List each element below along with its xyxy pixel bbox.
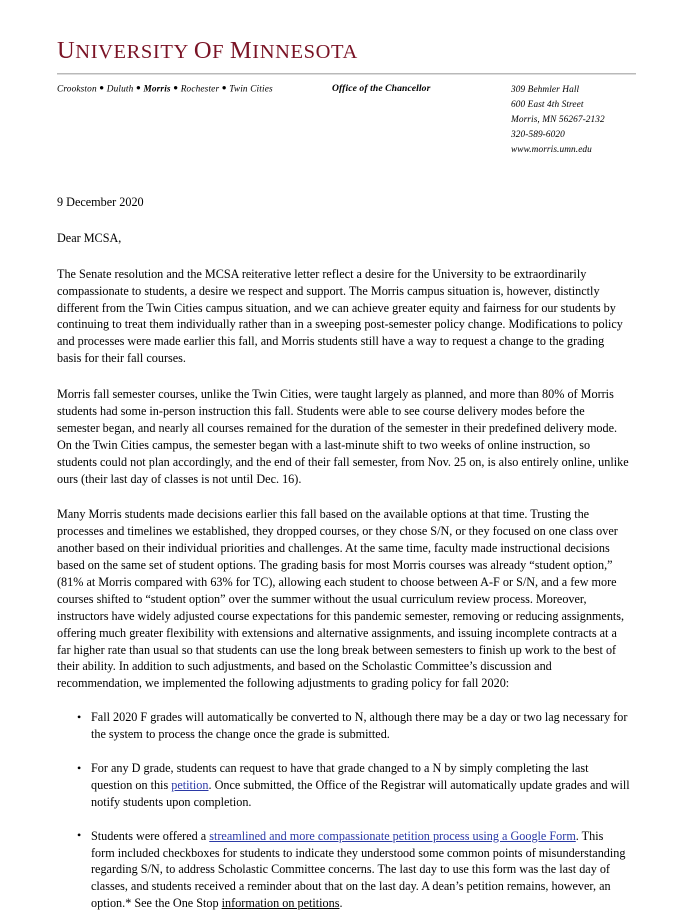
- campus-list: [57, 83, 332, 95]
- inline-text: For any D grade, students can request to have that grade changed to a N by simply completing the last question on this: [91, 761, 589, 792]
- university-wordmark: UNIVERSITY OF MINNESOTA: [57, 37, 358, 64]
- bullet-icon: •: [77, 828, 82, 843]
- bullet-icon: •: [77, 760, 82, 775]
- letter-paragraph: Morris fall semester courses, unlike the Twin Cities, were taught largely as planned, and more than 80% of Morris students had some in-person instruction this fall. Students were able to see course delivery modes before the semester began, and nearly all courses remained for the duration of the semester in their predefined delivery mode. On the Twin Cities campus, the semester began with a last-minute shift to two weeks of online instruction, so students could not plan accordingly, and the end of their fall semester, from Nov. 25 on, is also entirely online, unlike ours (their last day of classes is not until Dec. 16).: [57, 387, 629, 486]
- campus-duluth: Duluth: [106, 84, 134, 95]
- campus-morris: Morris: [143, 84, 171, 95]
- letterhead: [0, 0, 674, 158]
- list-item-text: [91, 761, 630, 809]
- inline-text: .: [339, 896, 343, 911]
- campus-separator-icon: ●: [135, 82, 141, 92]
- inline-text: . Once submitted, the Office of the Registrar will automatically update grades and will notify students upon completion.: [91, 777, 630, 809]
- address-line-building: 309 Behmler Hall: [511, 84, 580, 95]
- address-line-city-state-zip: Morris, MN 56267-2132: [511, 114, 605, 125]
- inline-text: Students were offered a: [91, 828, 210, 843]
- letter-paragraph: Many Morris students made decisions earlier this fall based on the available options at that time. Trusting the processes and timelines we established, they dropped courses, or they chose S/N, or they focused on one class over another based on their individual priorities and challenges. At the same time, faculty made instructional decisions based on the same set of student options. The grading basis for most Morris courses was already “student option,” (81% at Morris compared with 63% for TC), allowing each student to choose between A-F or S/N, and a few more courses shifted to “student option” over the summer without the usual curriculum review process. Moreover, instructors have widely adjusted course expectations for this pandemic semester, removing or reducing assignments, offering much greater flexibility with extensions and alternative assignments, and issuing incomplete contracts at a far higher rate than usual so that students can use the long break between semesters to finish up work to the best of their ability. In addition to such adjustments, and based on the Scholastic Committee’s discussion and recommendation, we implemented the following adjustments to grading policy for fall 2020:: [57, 507, 625, 691]
- campus-separator-icon: ●: [173, 82, 179, 92]
- letter-date: 9 December 2020: [57, 194, 144, 209]
- bullet-icon: •: [77, 709, 82, 724]
- header-divider: [57, 73, 636, 75]
- address-line-phone: 320-589-6020: [511, 129, 565, 140]
- list-item-text: [91, 829, 625, 911]
- campus-separator-icon: ●: [221, 82, 227, 92]
- inline-text: . This form included checkboxes for students to indicate they understood some common points of misunderstanding regarding S/N, to address Scholastic Committee concerns. The last day to use this form was the last day of classes, and students received a reminder about that on the last day. A dean’s petition remains, however, an option.* See the One Stop: [91, 828, 626, 911]
- letterhead-info-row: [57, 83, 652, 158]
- campus-separator-icon: ●: [99, 82, 105, 92]
- address-line-website: www.morris.umn.edu: [511, 144, 592, 155]
- inline-underlined-text[interactable]: information on petitions: [221, 896, 340, 911]
- letter-salutation: Dear MCSA,: [57, 230, 122, 245]
- inline-text: Fall 2020 F grades will automatically be converted to N, although there may be a day or two lag necessary for the system to process the change once the grade is submitted.: [91, 710, 628, 742]
- campus-twin-cities: Twin Cities: [229, 84, 273, 95]
- campus-crookston: Crookston: [57, 84, 97, 95]
- office-title: Office of the Chancellor: [332, 82, 431, 94]
- list-item: [57, 828, 630, 912]
- campus-rochester: Rochester: [180, 84, 220, 95]
- list-item: [57, 760, 630, 811]
- list-item: [57, 709, 630, 743]
- inline-link[interactable]: streamlined and more compassionate petition process using a Google Form: [209, 828, 576, 843]
- letter-body: [0, 194, 674, 912]
- policy-adjustments-list: [57, 709, 630, 912]
- address-block: [502, 83, 652, 158]
- inline-link[interactable]: petition: [171, 777, 209, 792]
- list-item-text: [91, 710, 627, 741]
- letter-paragraph: The Senate resolution and the MCSA reiterative letter reflect a desire for the University to be extraordinarily compassionate to students, a desire we respect and support. The Morris campus situation is, however, distinctly different from the Twin Cities campus situation, and we can achieve greater equity and fairness for our students by continuing to treat them individually rather than in a sweeping post-semester policy change. Modifications to policy and processes were made earlier this fall, and Morris students still have a way to request a change to the grading basis for their fall courses.: [57, 266, 623, 366]
- address-line-street: 600 East 4th Street: [511, 99, 584, 110]
